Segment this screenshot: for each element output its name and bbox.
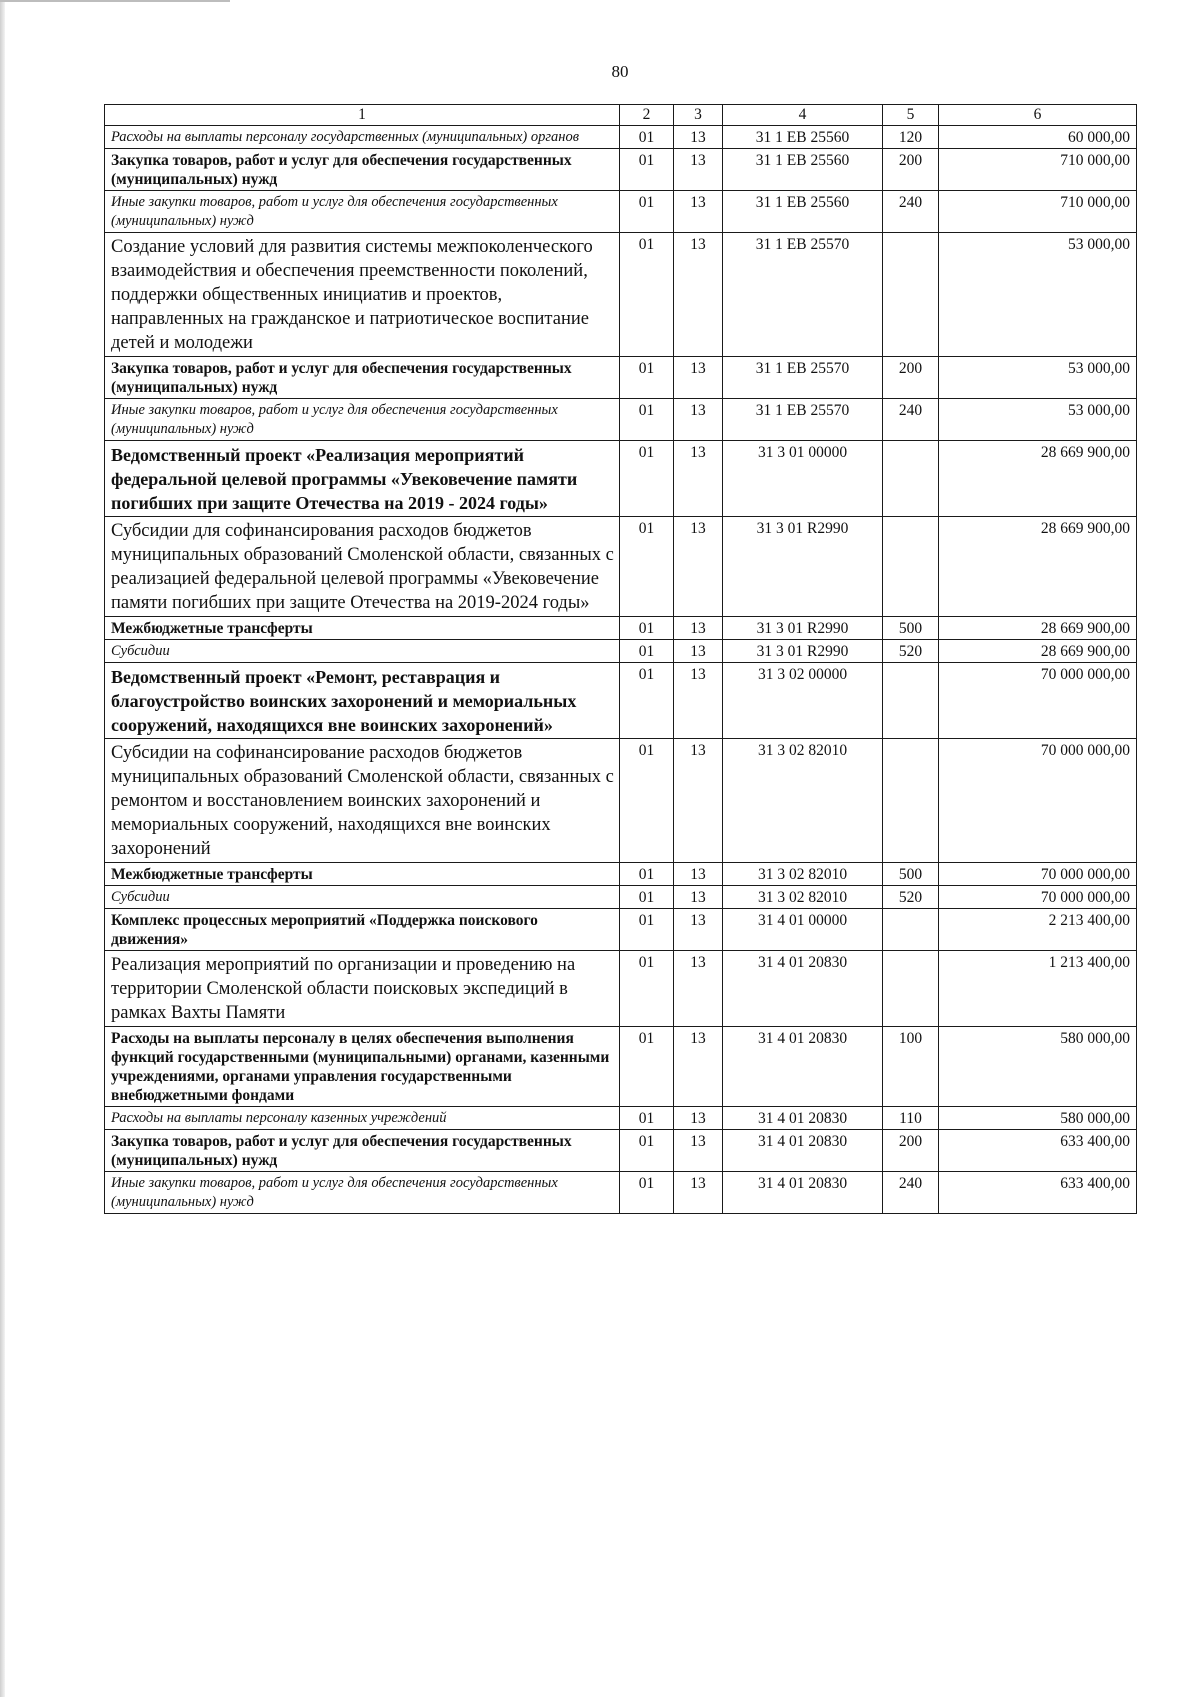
section-code: 01 bbox=[620, 1130, 674, 1172]
target-article-code: 31 3 02 82010 bbox=[723, 886, 883, 909]
subsection-code: 13 bbox=[674, 739, 723, 863]
table-row bbox=[105, 951, 1137, 1027]
expense-name: Расходы на выплаты персоналу государственных (муниципальных) органов bbox=[105, 126, 620, 149]
table-row bbox=[105, 1130, 1137, 1172]
table-row bbox=[105, 663, 1137, 739]
section-code: 01 bbox=[620, 149, 674, 191]
subsection-code: 13 bbox=[674, 233, 723, 357]
subsection-code: 13 bbox=[674, 1172, 723, 1214]
amount: 28 669 900,00 bbox=[939, 441, 1137, 517]
amount: 28 669 900,00 bbox=[939, 617, 1137, 640]
target-article-code: 31 1 EB 25560 bbox=[723, 191, 883, 233]
target-article-code: 31 1 EB 25570 bbox=[723, 399, 883, 441]
expense-name: Межбюджетные трансферты bbox=[105, 863, 620, 886]
table-row bbox=[105, 739, 1137, 863]
target-article-code: 31 3 02 82010 bbox=[723, 863, 883, 886]
section-code: 01 bbox=[620, 191, 674, 233]
expense-name: Субсидии для софинансирования расходов бюджетов муниципальных образований Смоленской области, связанных с реализацией федеральной целевой программы «Увековечение памяти погибших при защите Отечества на 2019-2024 годы» bbox=[105, 517, 620, 617]
expense-type-code bbox=[883, 739, 939, 863]
expense-type-code: 120 bbox=[883, 126, 939, 149]
amount: 2 213 400,00 bbox=[939, 909, 1137, 951]
table-row bbox=[105, 863, 1137, 886]
amount: 1 213 400,00 bbox=[939, 951, 1137, 1027]
subsection-code: 13 bbox=[674, 149, 723, 191]
section-code: 01 bbox=[620, 1027, 674, 1107]
scan-edge-left bbox=[0, 0, 5, 1697]
table-row bbox=[105, 886, 1137, 909]
amount: 633 400,00 bbox=[939, 1130, 1137, 1172]
amount: 53 000,00 bbox=[939, 233, 1137, 357]
budget-table bbox=[104, 104, 1137, 1214]
section-code: 01 bbox=[620, 126, 674, 149]
expense-name: Субсидии bbox=[105, 886, 620, 909]
target-article-code: 31 1 EB 25560 bbox=[723, 126, 883, 149]
target-article-code: 31 3 02 00000 bbox=[723, 663, 883, 739]
target-article-code: 31 4 01 20830 bbox=[723, 1027, 883, 1107]
subsection-code: 13 bbox=[674, 357, 723, 399]
amount: 70 000 000,00 bbox=[939, 886, 1137, 909]
amount: 53 000,00 bbox=[939, 399, 1137, 441]
expense-name: Иные закупки товаров, работ и услуг для обеспечения государственных (муниципальных) нужд bbox=[105, 191, 620, 233]
column-number-row bbox=[105, 105, 1137, 126]
column-number: 5 bbox=[883, 105, 939, 126]
expense-type-code bbox=[883, 951, 939, 1027]
subsection-code: 13 bbox=[674, 640, 723, 663]
amount: 710 000,00 bbox=[939, 191, 1137, 233]
target-article-code: 31 4 01 00000 bbox=[723, 909, 883, 951]
target-article-code: 31 1 EB 25570 bbox=[723, 233, 883, 357]
subsection-code: 13 bbox=[674, 1130, 723, 1172]
section-code: 01 bbox=[620, 1107, 674, 1130]
expense-type-code: 240 bbox=[883, 399, 939, 441]
table-row bbox=[105, 617, 1137, 640]
subsection-code: 13 bbox=[674, 441, 723, 517]
expense-name: Закупка товаров, работ и услуг для обеспечения государственных (муниципальных) нужд bbox=[105, 1130, 620, 1172]
target-article-code: 31 4 01 20830 bbox=[723, 951, 883, 1027]
expense-name: Иные закупки товаров, работ и услуг для обеспечения государственных (муниципальных) нужд bbox=[105, 399, 620, 441]
target-article-code: 31 3 02 82010 bbox=[723, 739, 883, 863]
column-number: 3 bbox=[674, 105, 723, 126]
target-article-code: 31 4 01 20830 bbox=[723, 1172, 883, 1214]
amount: 633 400,00 bbox=[939, 1172, 1137, 1214]
target-article-code: 31 4 01 20830 bbox=[723, 1107, 883, 1130]
target-article-code: 31 3 01 R2990 bbox=[723, 617, 883, 640]
subsection-code: 13 bbox=[674, 399, 723, 441]
section-code: 01 bbox=[620, 357, 674, 399]
budget-table-body bbox=[105, 105, 1137, 1214]
section-code: 01 bbox=[620, 441, 674, 517]
target-article-code: 31 3 01 R2990 bbox=[723, 640, 883, 663]
expense-type-code: 200 bbox=[883, 149, 939, 191]
table-row bbox=[105, 233, 1137, 357]
expense-name: Расходы на выплаты персоналу в целях обеспечения выполнения функций государственными (муниципальными) органами, казенными учреждениями, органами управления государственными внебюджетными фондами bbox=[105, 1027, 620, 1107]
amount: 28 669 900,00 bbox=[939, 640, 1137, 663]
scan-edge-top bbox=[0, 0, 230, 2]
subsection-code: 13 bbox=[674, 663, 723, 739]
expense-type-code bbox=[883, 441, 939, 517]
expense-name: Ведомственный проект «Ремонт, реставрация и благоустройство воинских захоронений и мемориальных сооружений, находящихся вне воинских захоронений» bbox=[105, 663, 620, 739]
table-row bbox=[105, 357, 1137, 399]
subsection-code: 13 bbox=[674, 951, 723, 1027]
subsection-code: 13 bbox=[674, 1027, 723, 1107]
expense-name: Ведомственный проект «Реализация мероприятий федеральной целевой программы «Увековечение памяти погибших при защите Отечества на 2019 - 2024 годы» bbox=[105, 441, 620, 517]
subsection-code: 13 bbox=[674, 617, 723, 640]
expense-type-code bbox=[883, 517, 939, 617]
section-code: 01 bbox=[620, 951, 674, 1027]
table-row bbox=[105, 399, 1137, 441]
table-row bbox=[105, 149, 1137, 191]
expense-type-code: 520 bbox=[883, 886, 939, 909]
table-row bbox=[105, 909, 1137, 951]
table-row bbox=[105, 1107, 1137, 1130]
amount: 28 669 900,00 bbox=[939, 517, 1137, 617]
subsection-code: 13 bbox=[674, 126, 723, 149]
table-row bbox=[105, 191, 1137, 233]
expense-type-code: 240 bbox=[883, 191, 939, 233]
expense-type-code bbox=[883, 233, 939, 357]
subsection-code: 13 bbox=[674, 191, 723, 233]
table-row bbox=[105, 517, 1137, 617]
expense-type-code: 200 bbox=[883, 1130, 939, 1172]
expense-name: Закупка товаров, работ и услуг для обеспечения государственных (муниципальных) нужд bbox=[105, 149, 620, 191]
expense-name: Субсидии bbox=[105, 640, 620, 663]
amount: 70 000 000,00 bbox=[939, 663, 1137, 739]
expense-name: Создание условий для развития системы межпоколенческого взаимодействия и обеспечения преемственности поколений, поддержки общественных инициатив и проектов, направленных на гражданское и патриотическое воспитание детей и молодежи bbox=[105, 233, 620, 357]
subsection-code: 13 bbox=[674, 909, 723, 951]
column-number: 2 bbox=[620, 105, 674, 126]
section-code: 01 bbox=[620, 233, 674, 357]
subsection-code: 13 bbox=[674, 863, 723, 886]
section-code: 01 bbox=[620, 886, 674, 909]
expense-name: Межбюджетные трансферты bbox=[105, 617, 620, 640]
expense-type-code: 520 bbox=[883, 640, 939, 663]
table-row bbox=[105, 1172, 1137, 1214]
column-number: 4 bbox=[723, 105, 883, 126]
expense-type-code bbox=[883, 909, 939, 951]
table-row bbox=[105, 126, 1137, 149]
expense-name: Реализация мероприятий по организации и проведению на территории Смоленской области поисковых экспедиций в рамках Вахты Памяти bbox=[105, 951, 620, 1027]
subsection-code: 13 bbox=[674, 1107, 723, 1130]
expense-type-code: 500 bbox=[883, 617, 939, 640]
expense-type-code: 100 bbox=[883, 1027, 939, 1107]
section-code: 01 bbox=[620, 909, 674, 951]
target-article-code: 31 3 01 R2990 bbox=[723, 517, 883, 617]
subsection-code: 13 bbox=[674, 517, 723, 617]
expense-name: Расходы на выплаты персоналу казенных учреждений bbox=[105, 1107, 620, 1130]
column-number: 1 bbox=[105, 105, 620, 126]
target-article-code: 31 3 01 00000 bbox=[723, 441, 883, 517]
amount: 580 000,00 bbox=[939, 1027, 1137, 1107]
section-code: 01 bbox=[620, 663, 674, 739]
target-article-code: 31 1 EB 25570 bbox=[723, 357, 883, 399]
section-code: 01 bbox=[620, 863, 674, 886]
expense-name: Закупка товаров, работ и услуг для обеспечения государственных (муниципальных) нужд bbox=[105, 357, 620, 399]
amount: 53 000,00 bbox=[939, 357, 1137, 399]
expense-type-code: 110 bbox=[883, 1107, 939, 1130]
target-article-code: 31 4 01 20830 bbox=[723, 1130, 883, 1172]
target-article-code: 31 1 EB 25560 bbox=[723, 149, 883, 191]
section-code: 01 bbox=[620, 1172, 674, 1214]
table-row bbox=[105, 1027, 1137, 1107]
expense-name: Субсидии на софинансирование расходов бюджетов муниципальных образований Смоленской области, связанных с ремонтом и восстановлением воинских захоронений и мемориальных сооружений, находящихся вне воинских захоронений bbox=[105, 739, 620, 863]
expense-name: Комплекс процессных мероприятий «Поддержка поискового движения» bbox=[105, 909, 620, 951]
amount: 70 000 000,00 bbox=[939, 739, 1137, 863]
table-row bbox=[105, 640, 1137, 663]
page-number: 80 bbox=[611, 62, 629, 81]
section-code: 01 bbox=[620, 640, 674, 663]
section-code: 01 bbox=[620, 739, 674, 863]
expense-type-code bbox=[883, 663, 939, 739]
amount: 70 000 000,00 bbox=[939, 863, 1137, 886]
amount: 710 000,00 bbox=[939, 149, 1137, 191]
subsection-code: 13 bbox=[674, 886, 723, 909]
amount: 580 000,00 bbox=[939, 1107, 1137, 1130]
expense-type-code: 240 bbox=[883, 1172, 939, 1214]
section-code: 01 bbox=[620, 517, 674, 617]
amount: 60 000,00 bbox=[939, 126, 1137, 149]
section-code: 01 bbox=[620, 399, 674, 441]
column-number: 6 bbox=[939, 105, 1137, 126]
expense-type-code: 500 bbox=[883, 863, 939, 886]
expense-type-code: 200 bbox=[883, 357, 939, 399]
expense-name: Иные закупки товаров, работ и услуг для обеспечения государственных (муниципальных) нужд bbox=[105, 1172, 620, 1214]
table-row bbox=[105, 441, 1137, 517]
section-code: 01 bbox=[620, 617, 674, 640]
